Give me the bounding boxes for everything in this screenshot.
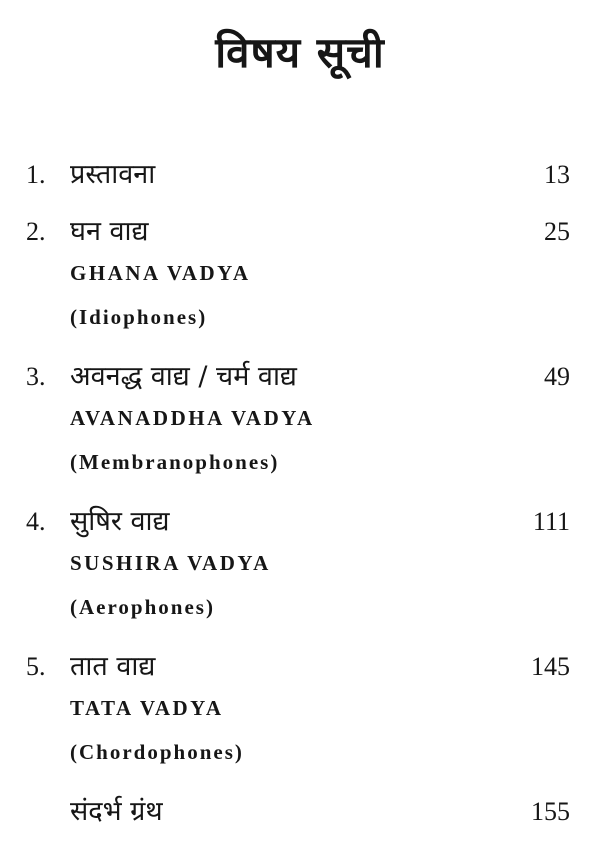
page-title: विषय सूची bbox=[215, 28, 385, 77]
entry-classification: (Membranophones) bbox=[70, 450, 280, 474]
entry-page-number: 13 bbox=[544, 160, 570, 189]
entry-title-hindi: तात वाद्य bbox=[70, 651, 156, 682]
toc-entry-tata-vadya bbox=[26, 648, 570, 774]
entry-number: 3. bbox=[26, 362, 46, 391]
entry-title-hindi: अवनद्ध वाद्य / चर्म वाद्य bbox=[70, 361, 297, 392]
entry-body bbox=[70, 793, 506, 831]
entry-title-english: SUSHIRA VADYA bbox=[70, 551, 271, 575]
toc-entry-avanaddha-vadya bbox=[26, 358, 570, 484]
entry-body bbox=[70, 213, 506, 339]
entry-number: 2. bbox=[26, 217, 46, 246]
entry-body bbox=[70, 156, 506, 194]
entry-title-english: GHANA VADYA bbox=[70, 261, 251, 285]
entry-number: 5. bbox=[26, 652, 46, 681]
entry-number: 4. bbox=[26, 507, 46, 536]
entry-title-english: TATA VADYA bbox=[70, 696, 224, 720]
entry-classification: (Idiophones) bbox=[70, 305, 208, 329]
entry-page-number: 49 bbox=[544, 362, 570, 391]
entry-classification: (Aerophones) bbox=[70, 595, 215, 619]
entry-page-number: 111 bbox=[532, 507, 570, 536]
entry-page-number: 145 bbox=[531, 652, 570, 681]
entry-number: 1. bbox=[26, 160, 46, 189]
entry-body bbox=[70, 358, 506, 484]
entry-title-english: AVANADDHA VADYA bbox=[70, 406, 315, 430]
toc-entry-sushira-vadya bbox=[26, 503, 570, 629]
toc-entry-ghana-vadya bbox=[26, 213, 570, 339]
entry-title-hindi: सुषिर वाद्य bbox=[70, 506, 170, 537]
entry-page-number: 155 bbox=[531, 797, 570, 826]
entry-classification: (Chordophones) bbox=[70, 740, 244, 764]
entry-title-hindi: घन वाद्य bbox=[70, 216, 149, 247]
entry-body bbox=[70, 503, 506, 629]
entry-page-number: 25 bbox=[544, 217, 570, 246]
entry-title-hindi: प्रस्तावना bbox=[70, 159, 156, 190]
entry-body bbox=[70, 648, 506, 774]
entry-title-hindi: संदर्भ ग्रंथ bbox=[70, 796, 163, 827]
toc-entry-prastavana bbox=[26, 156, 570, 194]
toc-list bbox=[0, 156, 600, 831]
toc-entry-sandarbh-granth bbox=[26, 793, 570, 831]
